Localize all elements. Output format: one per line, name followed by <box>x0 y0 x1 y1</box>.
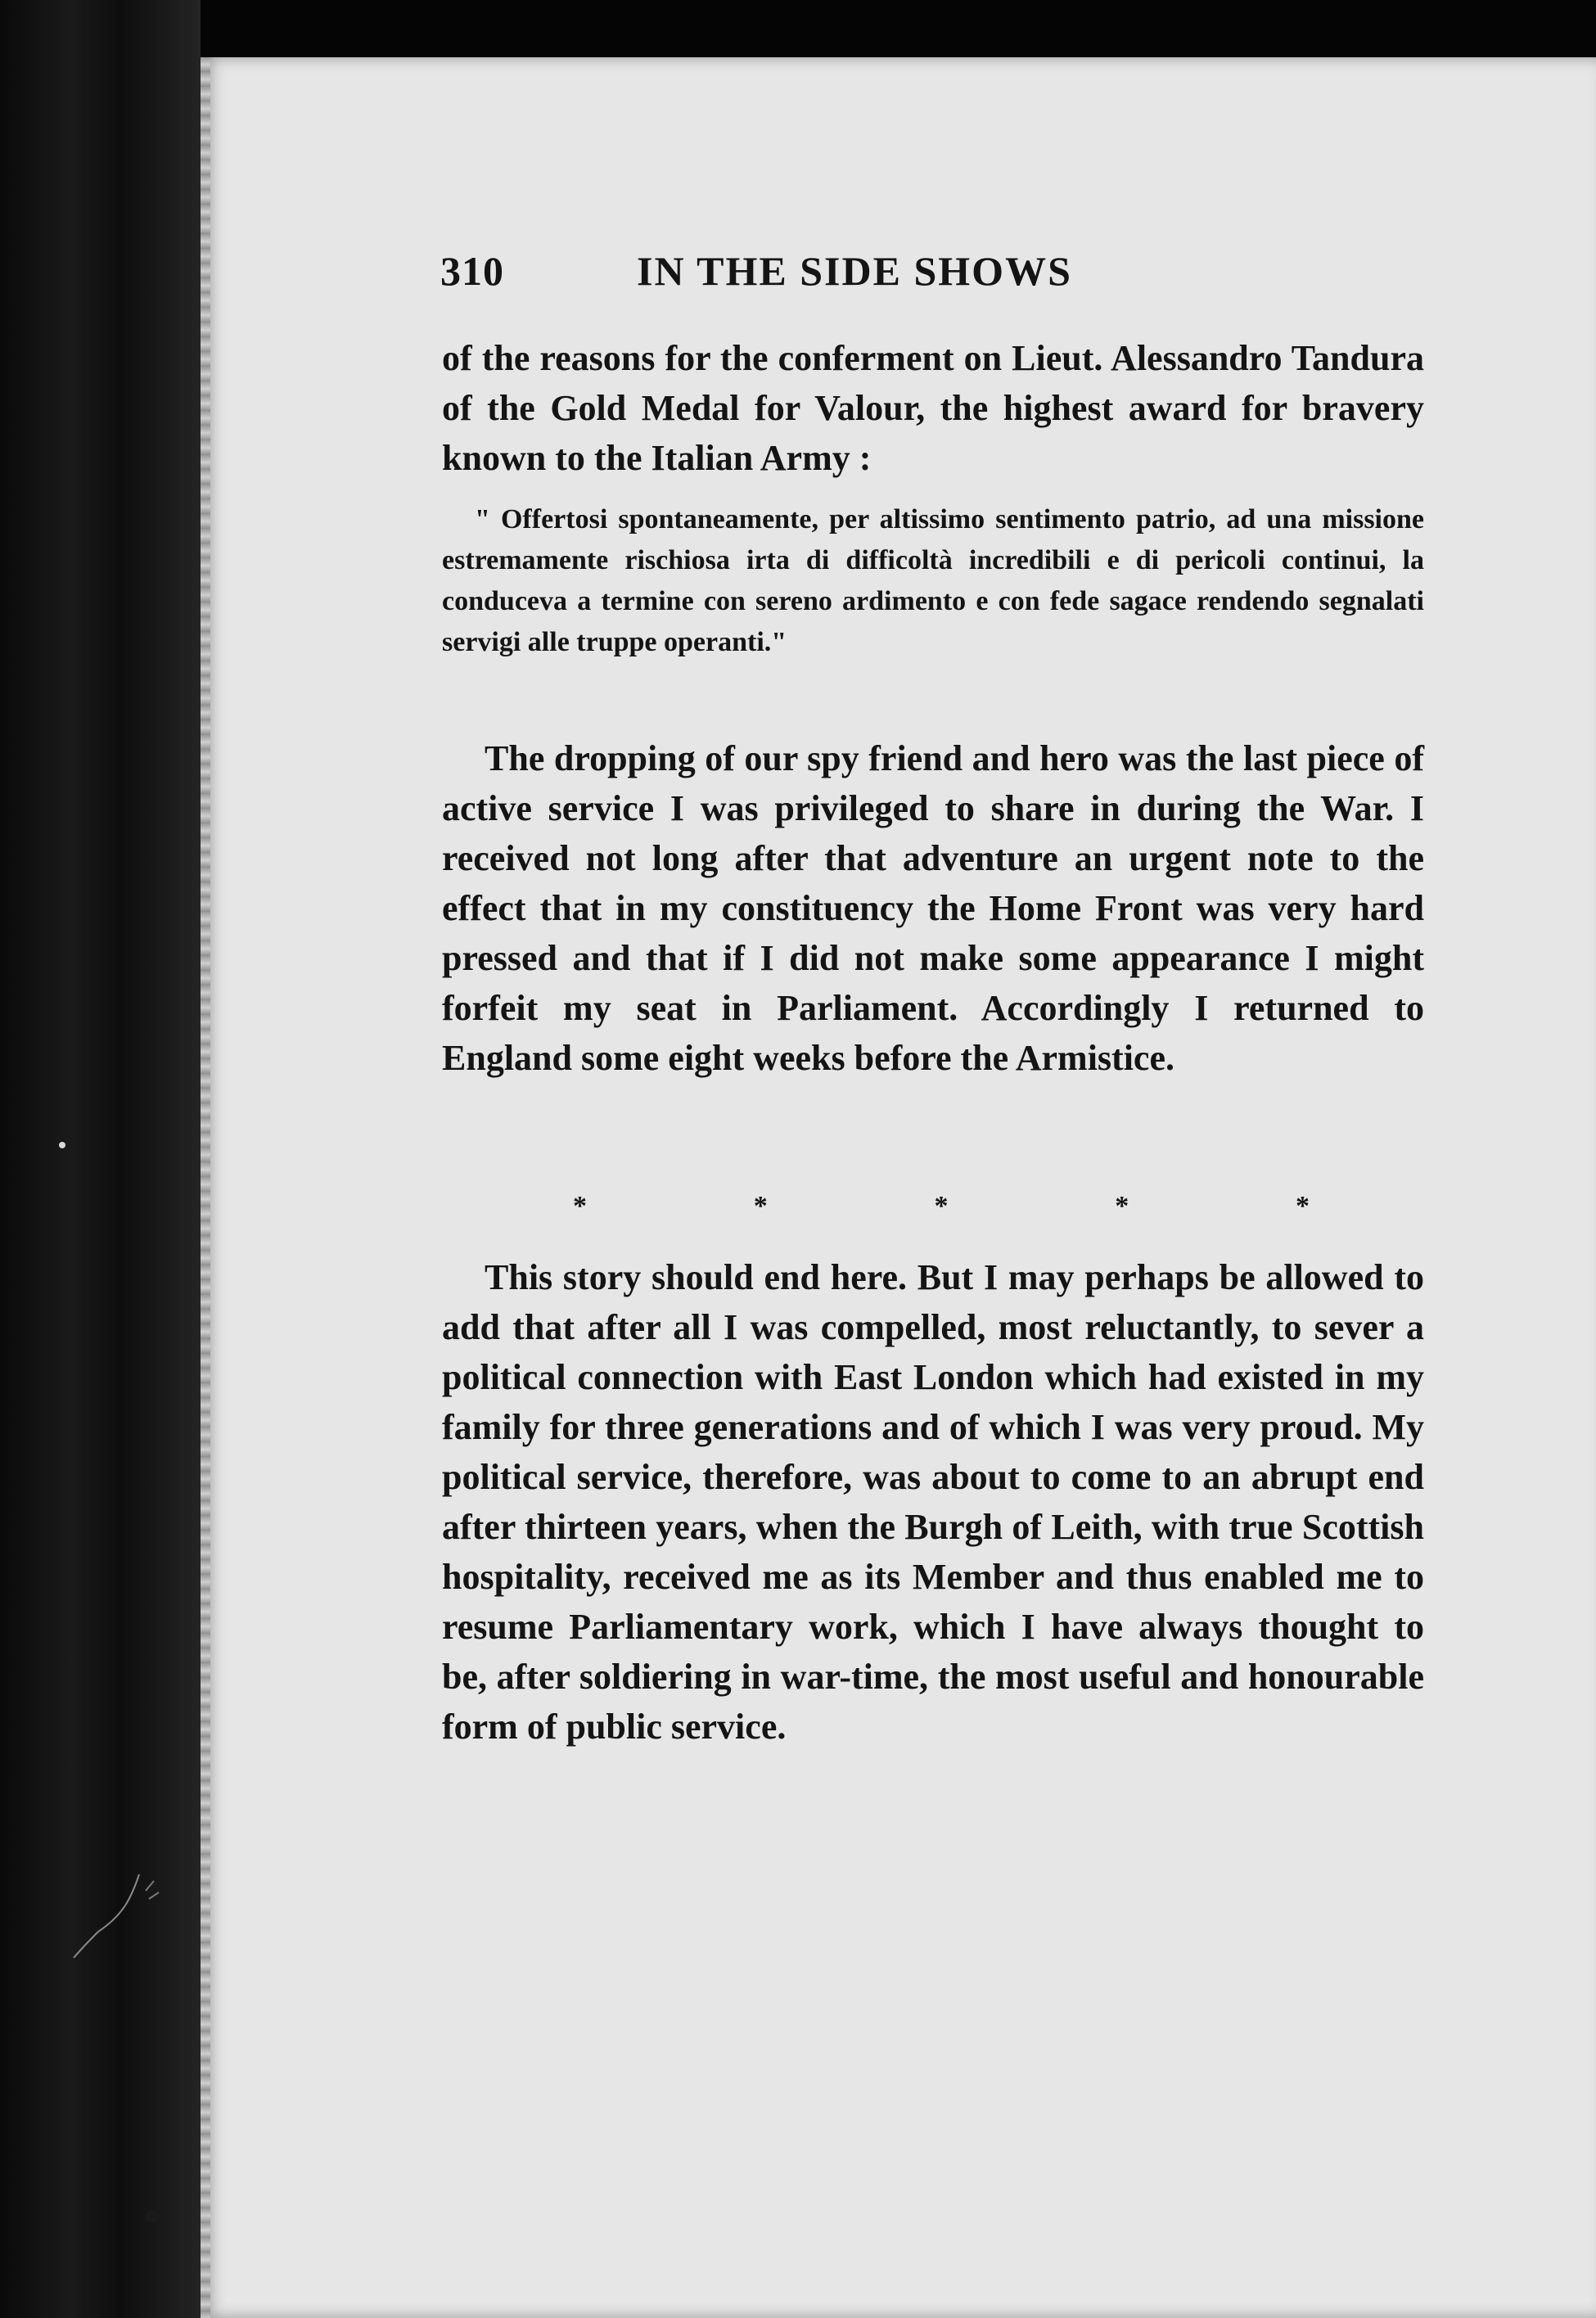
running-head: IN THE SIDE SHOWS <box>637 248 1072 294</box>
quote-text: " Offertosi spontaneamente, per altissimo sentimento patrio, ad una missione estremamente rischiosa irta di difficoltà incredibili e di pericoli continui, la conduceva a termine con sereno ardimento e con fede sagace rendendo segnalati servigi alle truppe operanti." <box>442 504 1424 657</box>
page-number: 310 <box>440 248 504 294</box>
page-header <box>440 247 1422 313</box>
book-page <box>201 57 1596 2318</box>
intro-paragraph <box>442 333 1424 483</box>
paragraph-1 <box>442 733 1424 1083</box>
italian-citation-quote <box>442 499 1424 663</box>
separator-star: * <box>1296 1191 1310 1221</box>
section-separator <box>573 1191 1310 1224</box>
separator-star: * <box>573 1191 587 1221</box>
binding-speck <box>59 1142 65 1148</box>
pencil-mark <box>49 1866 164 1964</box>
separator-star: * <box>753 1191 768 1221</box>
scan-top-border <box>0 0 1596 57</box>
page-gutter-edge <box>201 57 210 2318</box>
paragraph-2 <box>442 1252 1424 1752</box>
paragraph-1-text: The dropping of our spy friend and hero was the last piece of active service I was privileged to share in during the War. I received not long after that adventure an urgent note to the effect that in my constituency the Home Front was very hard pressed and that if I did not make some appearance I might forfeit my seat in Parliament. Accordingly I returned to England some eight weeks before the Armistice. <box>442 738 1424 1078</box>
intro-text: of the reasons for the conferment on Lieut. Alessandro Tandura of the Gold Medal for Valour, the highest award for bravery known to the Italian Army : <box>442 338 1424 478</box>
separator-star: * <box>934 1191 949 1221</box>
book-binding-edge <box>0 0 201 2318</box>
paragraph-2-text: This story should end here. But I may perhaps be allowed to add that after all I was compelled, most reluctantly, to sever a political connection with East London which had existed in my family for three generations and of which I was very proud. My political service, therefore, was about to come to an abrupt end after thirteen years, when the Burgh of Leith, with true Scottish hospitality, received me as its Member and thus enabled me to resume Parliamentary work, which I have always thought to be, after soldiering in war-time, the most useful and honourable form of public service. <box>442 1257 1424 1747</box>
separator-star: * <box>1115 1191 1129 1221</box>
ink-dot <box>146 2210 159 2223</box>
